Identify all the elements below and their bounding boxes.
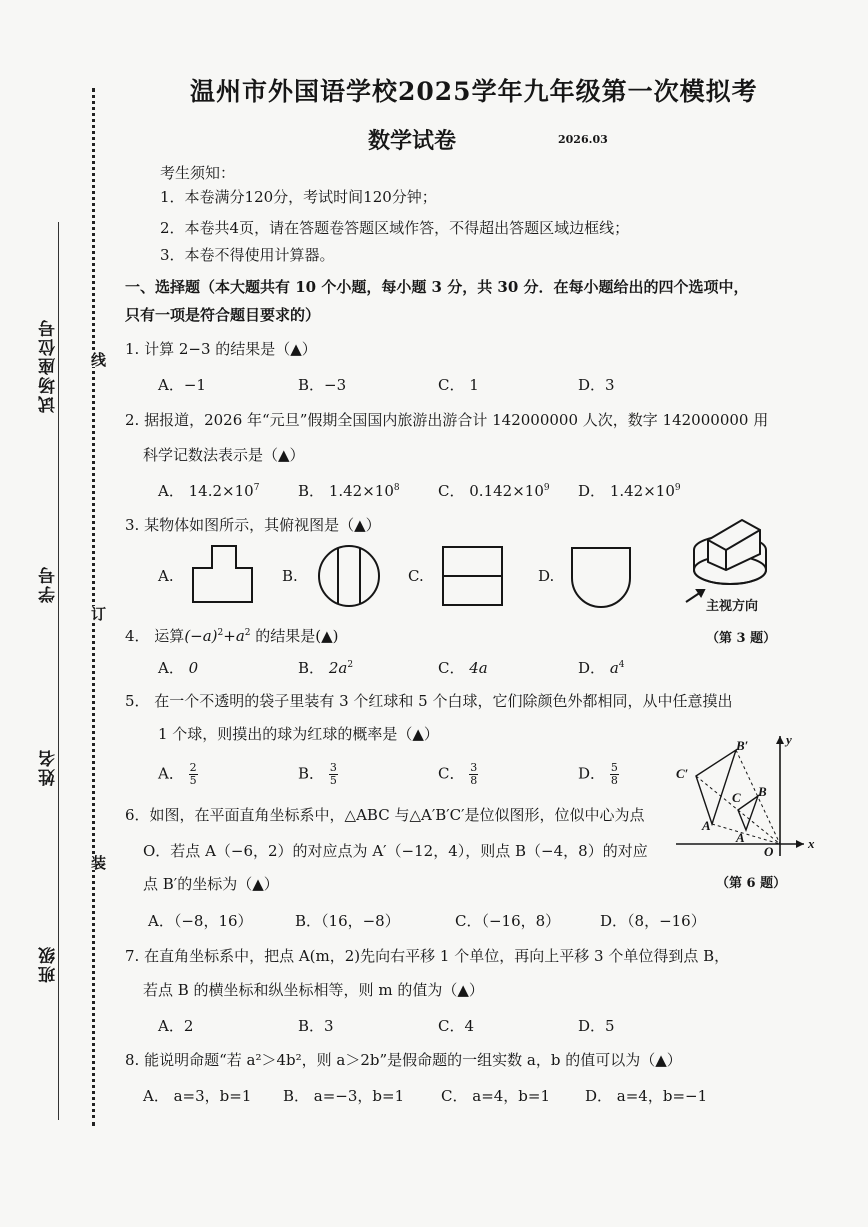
q7-stem-line1: 7. 在直角坐标系中，把点 A(m，2)先向右平移 1 个单位，再向上平移 3 个单位得到点 B，	[125, 947, 730, 965]
q5-stem-line2: 1 个球，则摸出的球为红球的概率是（▲）	[158, 725, 439, 743]
name-label: 姓名	[39, 748, 59, 786]
q4-stem: 4． 运算$(-a)^2+a^2$ 的结果是(▲)	[125, 627, 339, 645]
q4-option-a: A． 0	[158, 659, 199, 677]
q6-label-b-prime: B′	[736, 738, 749, 753]
q3-label-c: C.	[408, 567, 424, 585]
exam-seat-label: 试场座位号	[39, 318, 59, 413]
section-heading-line1: 一、选择题（本大题共有 10 个小题，每小题 3 分，共 30 分．在每小题给出的四个选项中，	[125, 278, 749, 296]
q2-stem-line2: 科学记数法表示是（▲）	[143, 446, 305, 464]
q3-view-direction-label: 主视方向	[706, 599, 759, 614]
q5-stem-line1: 5． 在一个不透明的袋子里装有 3 个红球和 5 个白球，它们除颜色外都相同，从中任意摸出	[125, 692, 733, 710]
notice-item-1: 1．本卷满分120分，考试时间120分钟；	[160, 188, 437, 206]
q2-option-a: A． $14.2\times 10^7$	[158, 482, 260, 500]
q1-option-a: A．−1	[158, 376, 206, 394]
q6-stem-line3: 点 B′的坐标为（▲）	[143, 875, 279, 893]
q5-option-b: B． $\frac{3}{5}$	[298, 761, 337, 787]
q4-option-c: C． 4a	[438, 659, 488, 677]
q6-label-x: x	[808, 836, 815, 851]
q7-option-c: C．4	[438, 1017, 475, 1035]
binding-word-ding: 订	[89, 606, 107, 621]
q6-label-y: y	[786, 732, 792, 747]
notice-item-3: 3．本卷不得使用计算器。	[160, 246, 335, 264]
q6-stem-line1: 6．如图，在平面直角坐标系中，△ABC 与△A′B′C′是位似图形，位似中心为点	[125, 806, 645, 824]
q6-option-d: D．（8，−16）	[600, 912, 706, 930]
q5-option-a: A． $\frac{2}{5}$	[158, 761, 197, 787]
q6-label-o: O	[764, 844, 774, 859]
q7-option-d: D．5	[578, 1017, 615, 1035]
q2-option-c: C． $0.142\times 10^9$	[438, 482, 550, 500]
section-heading-line2: 只有一项是符合题目要求的）	[125, 306, 321, 324]
notice-item-2: 2．本卷共4页，请在答题卷答题区域作答，不得超出答题区域边框线；	[160, 219, 630, 237]
q6-option-c: C．（−16，8）	[455, 912, 561, 930]
q7-option-a: A．2	[158, 1017, 194, 1035]
q3-label-a: A.	[158, 567, 174, 585]
q1-option-c: C． 1	[438, 376, 479, 394]
q3-label-d: D.	[538, 567, 555, 585]
q6-option-b: B．（16，−8）	[295, 912, 400, 930]
q1-stem: 1. 计算 2−3 的结果是（▲）	[125, 340, 317, 358]
binding-word-zhuang: 装	[89, 855, 107, 870]
q6-label-a-prime: A′	[702, 818, 715, 833]
q3-figure-d	[572, 548, 630, 607]
q6-label-a: A	[736, 830, 745, 845]
q6-option-a: A．（−8，16）	[148, 912, 253, 930]
q1-option-d: D．3	[578, 376, 615, 394]
binding-word-line: 线	[89, 352, 107, 367]
q6-label-c-prime: C′	[676, 766, 689, 781]
student-no-label: 学号	[39, 565, 59, 603]
q7-option-b: B．3	[298, 1017, 334, 1035]
q3-figure-c	[443, 547, 502, 605]
notice-heading: 考生须知：	[160, 164, 236, 182]
q8-option-b: B． a=−3，b=1	[283, 1087, 405, 1105]
q3-figure-b	[319, 546, 379, 606]
page-subtitle: 数学试卷	[368, 128, 457, 154]
q3-stem: 3. 某物体如图所示，其俯视图是（▲）	[125, 516, 381, 534]
q6-stem-line2: O．若点 A（−6，2）的对应点为 A′（−12，4），则点 B（−4，8）的对应	[143, 842, 648, 860]
q2-stem-line1: 2. 据报道，2026 年“元旦”假期全国国内旅游出游合计 142000000 人次，数字 142000000 用	[125, 411, 769, 429]
q8-option-d: D． a=4，b=−1	[585, 1087, 708, 1105]
q2-option-b: B． $1.42\times 10^8$	[298, 482, 400, 500]
q8-option-a: A． a=3，b=1	[143, 1087, 252, 1105]
q6-label-b: B	[758, 784, 767, 799]
q5-option-d: D． $\frac{5}{8}$	[578, 761, 618, 787]
q6-label-c: C	[732, 790, 741, 805]
q4-option-d: D． $a^4$	[578, 659, 625, 677]
q3-figure-caption: （第 3 题）	[706, 631, 777, 646]
class-label: 班级	[39, 945, 59, 983]
q6-coordinate-figure	[676, 730, 846, 860]
q8-stem: 8. 能说明命题“若 a²＞4b²，则 a＞2b”是假命题的一组实数 a，b 的值可以为（▲）	[125, 1051, 682, 1069]
q8-option-c: C． a=4，b=1	[441, 1087, 551, 1105]
q6-figure-caption: （第 6 题）	[716, 876, 787, 891]
q7-stem-line2: 若点 B 的横坐标和纵坐标相等，则 m 的值为（▲）	[143, 981, 484, 999]
q3-label-b: B.	[282, 567, 298, 585]
q1-option-b: B．−3	[298, 376, 347, 394]
exam-date: 2026.03	[558, 133, 608, 146]
q3-figure-a	[193, 546, 252, 602]
q2-option-d: D． $1.42\times 10^9$	[578, 482, 681, 500]
q4-option-b: B． $2a^2$	[298, 659, 354, 677]
q5-option-c: C． $\frac{3}{8}$	[438, 761, 478, 787]
page-title: 温州市外国语学校2025学年九年级第一次模拟考	[190, 77, 758, 106]
